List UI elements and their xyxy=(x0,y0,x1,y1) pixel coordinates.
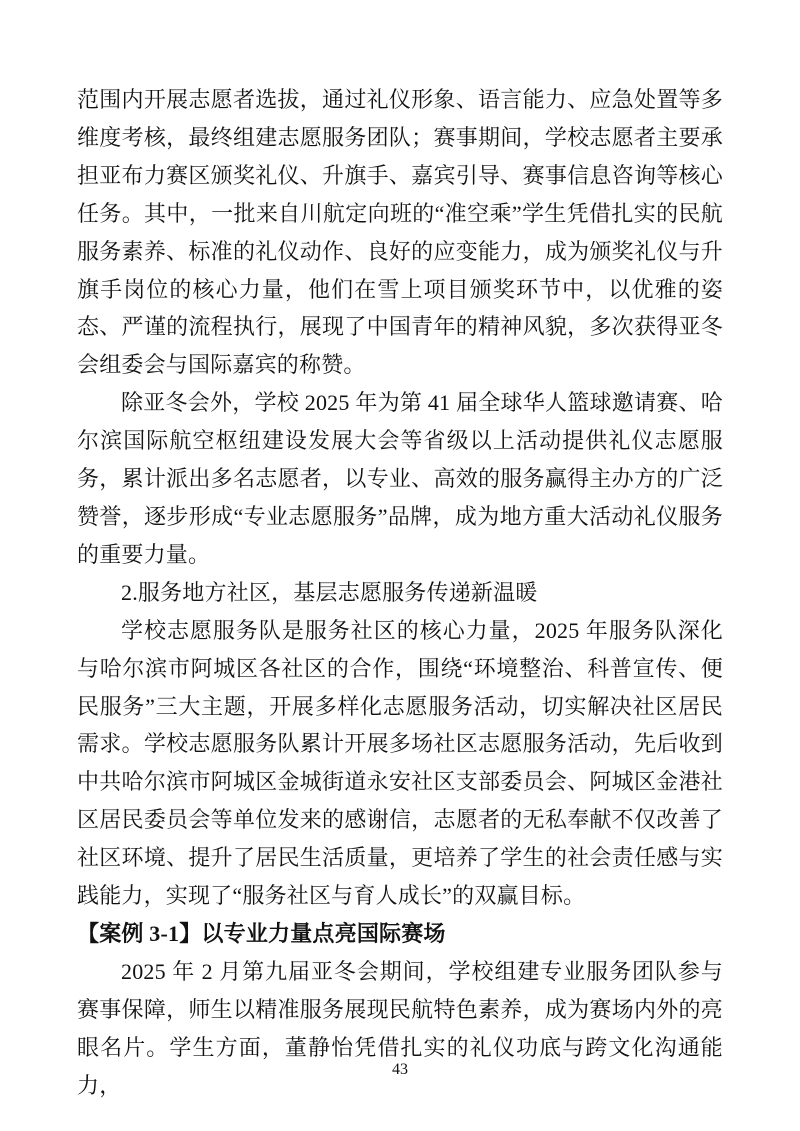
paragraph-volunteer-selection: 范围内开展志愿者选拔，通过礼仪形象、语言能力、应急处置等多维度考核，最终组建志愿服务团队；赛事期间，学校志愿者主要承担亚布力赛区颁奖礼仪、升旗手、嘉宾引导、赛事信息咨询等核心任务。其中，一批来自川航定向班的“准空乘”学生凭借扎实的民航服务素养、标准的礼仪动作、良好的应变能力，成为颁奖礼仪与升旗手岗位的核心力量，他们在雪上项目颁奖环节中，以优雅的姿态、严谨的流程执行，展现了中国青年的精神风貌，多次获得亚冬会组委会与国际嘉宾的称赞。 xyxy=(77,87,723,378)
subheading-community-service: 2.服务地方社区，基层志愿服务传递新温暖 xyxy=(121,579,538,605)
paragraph-community-service-detail: 学校志愿服务队是服务社区的核心力量，2025 年服务队深化与哈尔滨市阿城区各社区的合作，围绕“环境整治、科普宣传、便民服务”三大主题，开展多样化志愿服务活动，切实解决社区居民需求。学校志愿服务队累计开展多场社区志愿服务活动，先后收到中共哈尔滨市阿城区金城街道永安社区支部委员会、阿城区金港社区居民委员会等单位发来的感谢信，志愿者的无私奉献不仅改善了社区环境、提升了居民生活质量，更培养了学生的社会责任感与实践能力，实现了“服务社区与育人成长”的双赢目标。 xyxy=(77,617,723,909)
paragraph-other-events: 除亚冬会外，学校 2025 年为第 41 届全球华人篮球邀请赛、哈尔滨国际航空枢纽建设发展大会等省级以上活动提供礼仪志愿服务，累计派出多名志愿者，以专业、高效的服务赢得主办方的广泛赞誉，逐步形成“专业志愿服务”品牌，成为地方重大活动礼仪服务的重要力量。 xyxy=(77,390,723,567)
case-study-heading: 【案例 3-1】以专业力量点亮国际赛场 xyxy=(77,920,446,946)
document-text-block xyxy=(77,81,723,1104)
page-number: 43 xyxy=(392,1061,408,1078)
paragraph-case-study-body: 2025 年 2 月第九届亚冬会期间，学校组建专业服务团队参与赛事保障，师生以精准服务展现民航特色素养，成为赛场内外的亮眼名片。学生方面，董静怡凭借扎实的礼仪功底与跨文化沟通能力， xyxy=(77,958,723,1098)
